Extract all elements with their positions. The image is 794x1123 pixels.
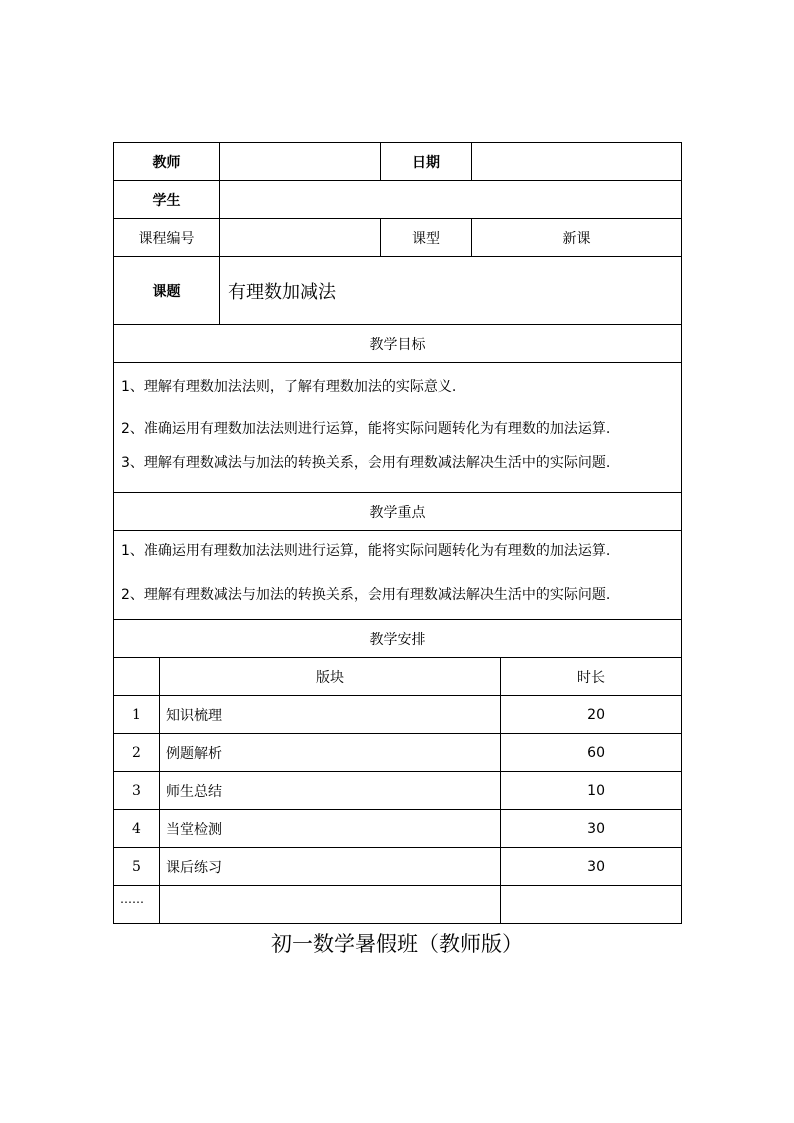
key-points-title-row	[114, 493, 682, 531]
topic-row	[114, 257, 682, 325]
course-row	[114, 219, 682, 257]
objectives-row	[114, 363, 682, 493]
block-name: 当堂检测	[160, 810, 501, 848]
lesson-type-label: 课型	[381, 219, 472, 257]
schedule-header-row	[114, 658, 682, 696]
schedule-row	[114, 734, 682, 772]
duration-value: 30	[501, 848, 682, 886]
row-number: 1	[114, 696, 160, 734]
objective-item: 3、理解有理数减法与加法的转换关系，会用有理数减法解决生活中的实际问题.	[121, 454, 611, 471]
lesson-info-table	[113, 142, 682, 658]
duration-value: 30	[501, 810, 682, 848]
schedule-row	[114, 848, 682, 886]
course-no-field[interactable]	[220, 219, 381, 257]
duration-value: 60	[501, 734, 682, 772]
objectives-list	[114, 363, 682, 493]
row-number: 5	[114, 848, 160, 886]
block-name: 师生总结	[160, 772, 501, 810]
teacher-label: 教师	[114, 143, 220, 181]
block-name: 例题解析	[160, 734, 501, 772]
block-column-header: 版块	[160, 658, 501, 696]
duration-column-header: 时长	[501, 658, 682, 696]
schedule-table	[113, 657, 682, 924]
duration-value-empty	[501, 886, 682, 924]
key-points-row	[114, 531, 682, 620]
key-point-item: 2、理解有理数减法与加法的转换关系，会用有理数减法解决生活中的实际问题.	[121, 587, 611, 603]
teacher-field[interactable]	[220, 143, 381, 181]
schedule-title: 教学安排	[114, 620, 682, 658]
key-points-title: 教学重点	[114, 493, 682, 531]
lesson-type-value: 新课	[472, 219, 682, 257]
block-name-empty	[160, 886, 501, 924]
course-no-label: 课程编号	[114, 219, 220, 257]
row-number: 2	[114, 734, 160, 772]
number-header	[114, 658, 160, 696]
ellipsis-marker: ……	[114, 886, 160, 924]
student-label: 学生	[114, 181, 220, 219]
schedule-title-row	[114, 620, 682, 658]
date-label: 日期	[381, 143, 472, 181]
lesson-plan-sheet	[113, 142, 681, 924]
duration-value: 10	[501, 772, 682, 810]
schedule-row	[114, 772, 682, 810]
key-point-item: 1、准确运用有理数加法法则进行运算，能将实际问题转化为有理数的加法运算.	[121, 543, 611, 559]
schedule-row	[114, 696, 682, 734]
student-field[interactable]	[220, 181, 682, 219]
student-row	[114, 181, 682, 219]
objective-item: 2、准确运用有理数加法法则进行运算，能将实际问题转化为有理数的加法运算.	[121, 420, 611, 437]
objectives-title-row	[114, 325, 682, 363]
topic-label: 课题	[114, 257, 220, 325]
objectives-title: 教学目标	[114, 325, 682, 363]
schedule-row	[114, 810, 682, 848]
block-name: 课后练习	[160, 848, 501, 886]
date-field[interactable]	[472, 143, 682, 181]
duration-value: 20	[501, 696, 682, 734]
row-number: 4	[114, 810, 160, 848]
row-number: 3	[114, 772, 160, 810]
objective-item: 1、理解有理数加法法则，了解有理数加法的实际意义.	[121, 378, 457, 395]
key-points-list	[114, 531, 682, 620]
block-name: 知识梳理	[160, 696, 501, 734]
teacher-row	[114, 143, 682, 181]
topic-value: 有理数加减法	[220, 257, 682, 325]
schedule-row-ellipsis	[114, 886, 682, 924]
footer-title: 初一数学暑假班（教师版）	[271, 932, 523, 956]
